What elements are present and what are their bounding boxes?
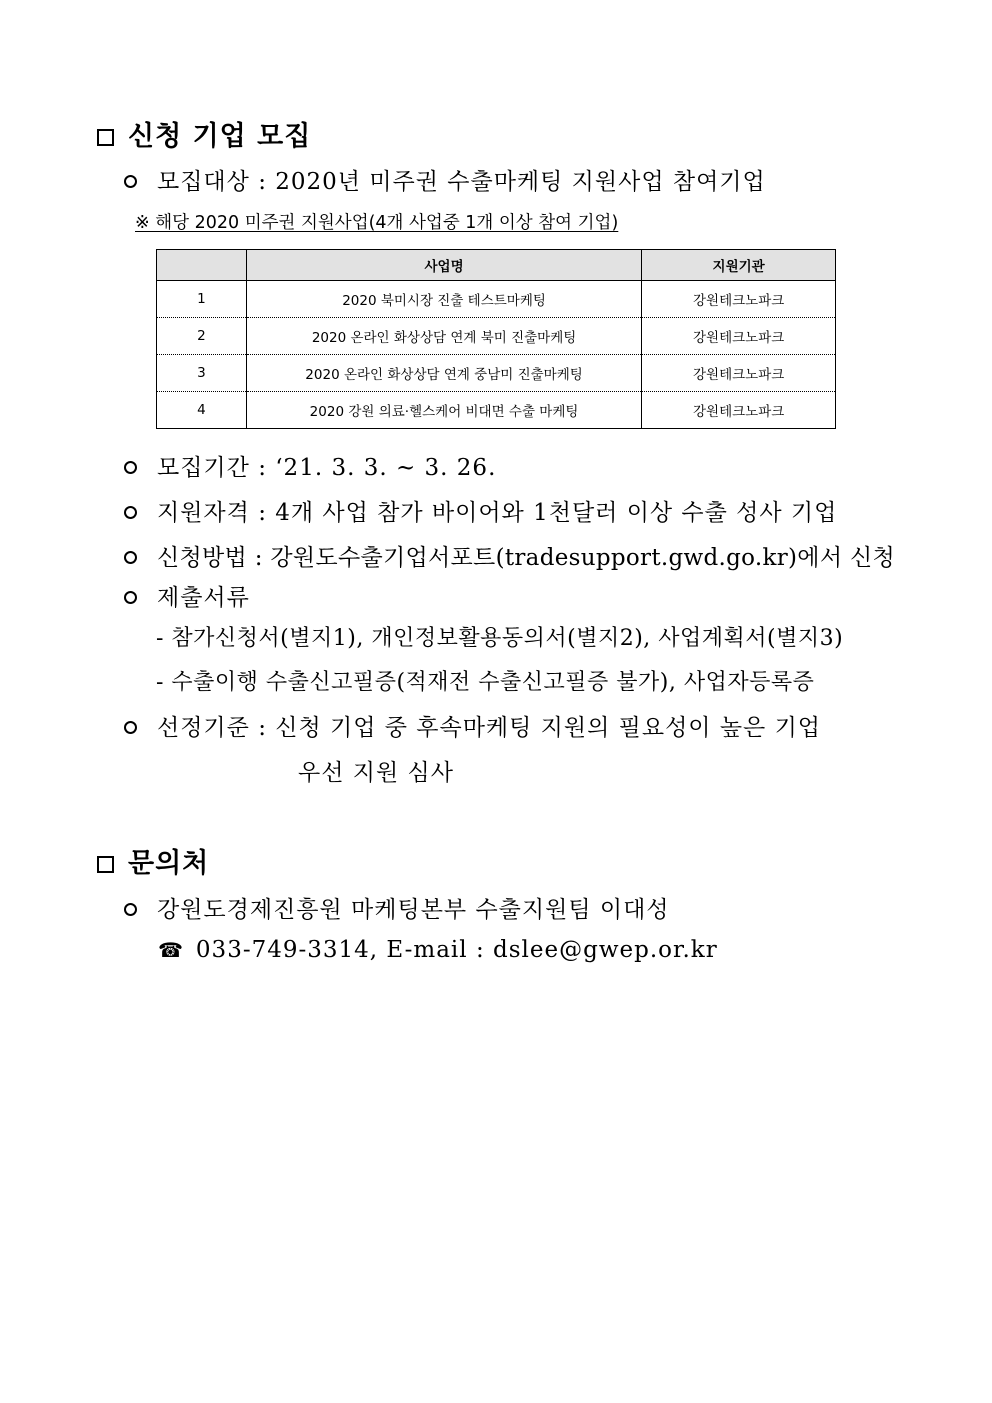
documents-line-1: - 참가신청서(별지1), 개인정보활용동의서(별지2), 사업계획서(별지3) xyxy=(156,626,844,651)
documents-label: 제출서류 xyxy=(157,585,250,611)
method-label: 신청방법 xyxy=(157,545,248,571)
circle-bullet-icon xyxy=(124,506,137,519)
criteria-item: 선정기준 : 신청 기업 중 후속마케팅 지원의 필요성이 높은 기업 xyxy=(124,709,821,742)
row-agency: 강원테크노파크 xyxy=(642,392,836,429)
table-row xyxy=(157,355,836,392)
row-name: 2020 북미시장 진출 테스트마케팅 xyxy=(246,281,641,318)
target-label: 모집대상 xyxy=(157,169,250,195)
row-name: 2020 강원 의료·헬스케어 비대면 수출 마케팅 xyxy=(246,392,641,429)
table-row xyxy=(157,392,836,429)
section-heading-contact xyxy=(97,841,209,880)
target-item: 모집대상 : 2020년 미주권 수출마케팅 지원사업 참여기업 xyxy=(124,163,766,196)
table-header-name: 사업명 xyxy=(246,250,641,281)
row-no: 1 xyxy=(157,281,247,318)
row-name: 2020 온라인 화상상담 연계 중남미 진출마케팅 xyxy=(246,355,641,392)
row-no: 4 xyxy=(157,392,247,429)
criteria-line-2: 우선 지원 심사 xyxy=(298,760,454,786)
row-agency: 강원테크노파크 xyxy=(642,318,836,355)
phone-email-value: 033-749-3314, E-mail : dslee@gwep.or.kr xyxy=(195,937,718,963)
period-value: ‘21. 3. 3. ~ 3. 26. xyxy=(275,455,497,481)
circle-bullet-icon xyxy=(124,551,137,564)
method-item: 신청방법 : 강원도수출기업서포트(tradesupport.gwd.go.kr)에서 신청 xyxy=(124,539,895,572)
row-agency: 강원테크노파크 xyxy=(642,281,836,318)
period-label: 모집기간 xyxy=(157,455,250,481)
circle-bullet-icon xyxy=(124,591,137,604)
telephone-icon: ☎ xyxy=(158,938,184,962)
table-header-row xyxy=(157,250,836,281)
table-row xyxy=(157,318,836,355)
row-name: 2020 온라인 화상상담 연계 북미 진출마케팅 xyxy=(246,318,641,355)
business-table xyxy=(156,249,836,429)
circle-bullet-icon xyxy=(124,175,137,188)
checkbox-square-icon xyxy=(97,129,114,146)
qualification-value: 4개 사업 참가 바이어와 1천달러 이상 수출 성사 기업 xyxy=(275,500,838,526)
row-agency: 강원테크노파크 xyxy=(642,355,836,392)
qualification-label: 지원자격 xyxy=(157,500,250,526)
period-item: 모집기간 : ‘21. 3. 3. ~ 3. 26. xyxy=(124,449,496,482)
method-value: 강원도수출기업서포트(tradesupport.gwd.go.kr)에서 신청 xyxy=(270,545,895,571)
target-note: ※ 해당 2020 미주권 지원사업(4개 사업중 1개 이상 참여 기업) xyxy=(135,213,619,233)
documents-line-2: - 수출이행 수출신고필증(적재전 수출신고필증 불가), 사업자등록증 xyxy=(156,670,815,695)
criteria-line-1: 신청 기업 중 후속마케팅 지원의 필요성이 높은 기업 xyxy=(275,715,822,741)
documents-item xyxy=(124,579,250,612)
phone-email-line xyxy=(158,937,718,963)
contact-item xyxy=(124,891,670,924)
circle-bullet-icon xyxy=(124,903,137,916)
section-title: 문의처 xyxy=(128,848,210,879)
row-no: 2 xyxy=(157,318,247,355)
table-header-no xyxy=(157,250,247,281)
table-row xyxy=(157,281,836,318)
section-title: 신청 기업 모집 xyxy=(128,121,312,152)
circle-bullet-icon xyxy=(124,461,137,474)
contact-value: 강원도경제진흥원 마케팅본부 수출지원팀 이대성 xyxy=(157,897,670,923)
target-value: 2020년 미주권 수출마케팅 지원사업 참여기업 xyxy=(275,169,766,195)
checkbox-square-icon xyxy=(97,856,114,873)
qualification-item: 지원자격 : 4개 사업 참가 바이어와 1천달러 이상 수출 성사 기업 xyxy=(124,494,837,527)
circle-bullet-icon xyxy=(124,721,137,734)
criteria-label: 선정기준 xyxy=(157,715,250,741)
section-heading-recruitment xyxy=(97,114,311,153)
row-no: 3 xyxy=(157,355,247,392)
table-header-agency: 지원기관 xyxy=(642,250,836,281)
